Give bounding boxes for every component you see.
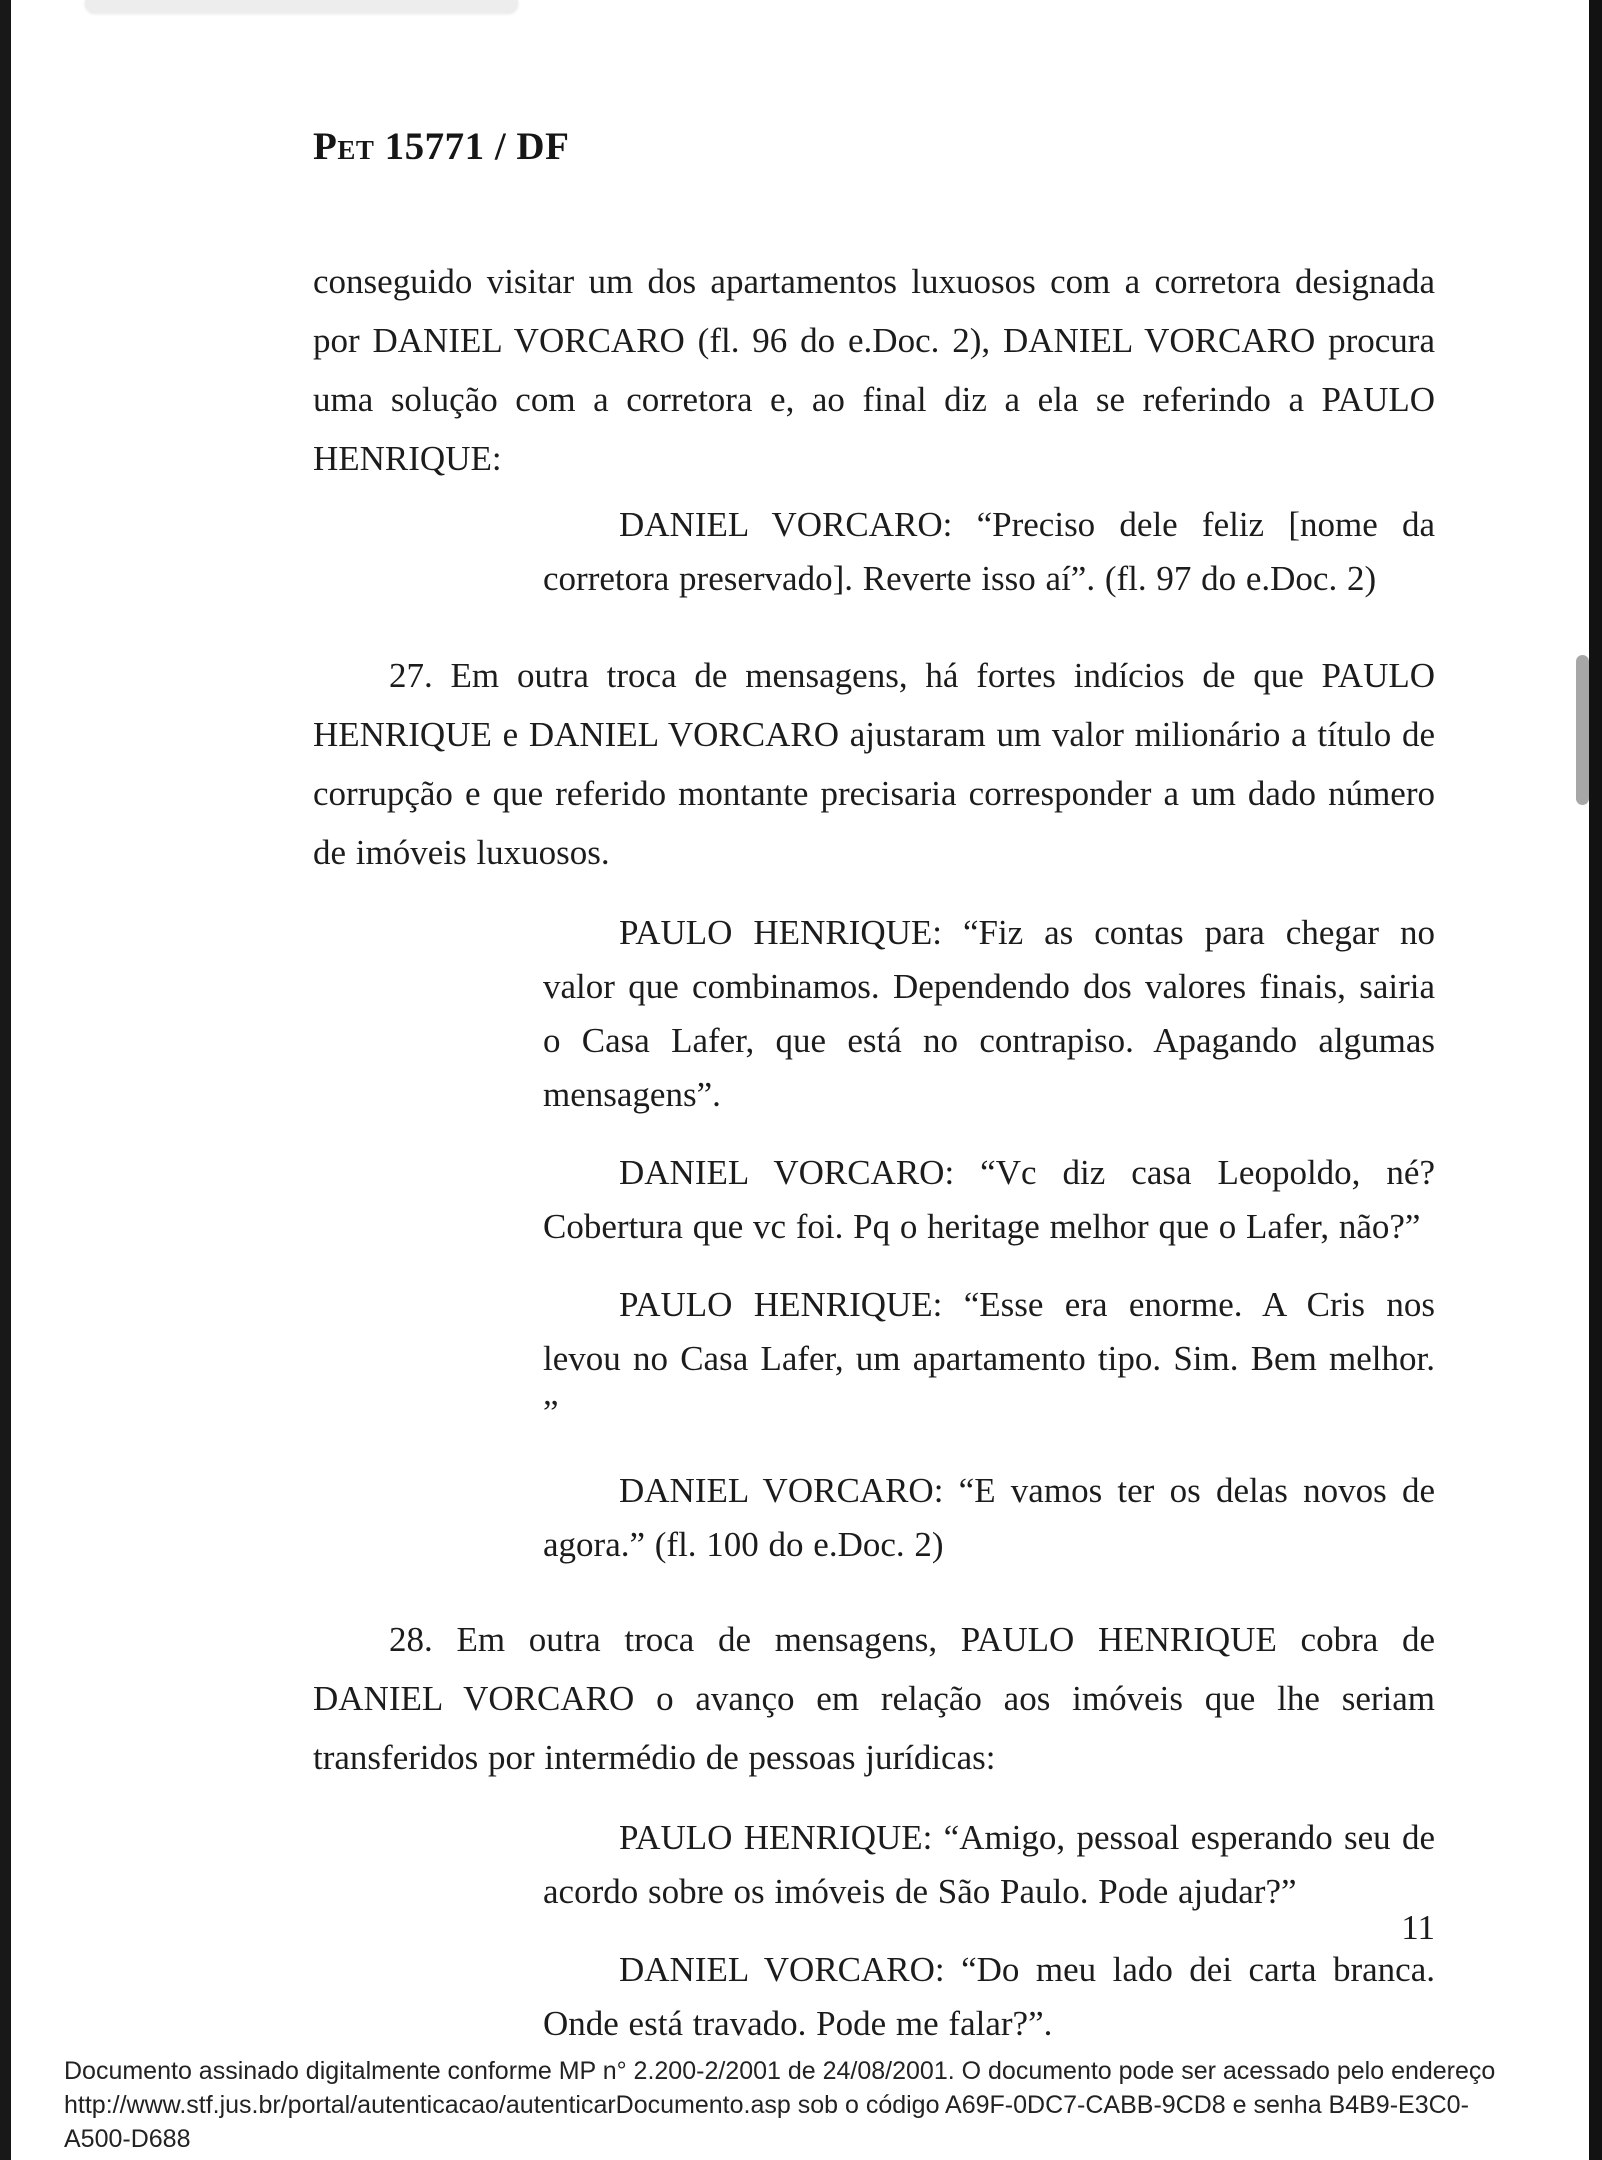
paragraph: conseguido visitar um dos apartamentos luxuosos com a corretora designada por DANIEL VORCARO (fl. 96 do e.Doc. 2), DANIEL VORCARO procura uma solução com a corretora e, ao final diz a ela se referindo a PAULO HENRIQUE: <box>313 262 1435 478</box>
quote-block: DANIEL VORCARO: “E vamos ter os delas novos de agora.” (fl. 100 do e.Doc. 2) <box>543 1471 1435 1564</box>
quote-block: DANIEL VORCARO: “Preciso dele feliz [nome da corretora preservado]. Reverte isso aí”. (fl. 97 do e.Doc. 2) <box>543 505 1435 598</box>
quote-block: PAULO HENRIQUE: “Esse era enorme. A Cris nos levou no Casa Lafer, um apartamento tipo. Sim. Bem melhor. ” <box>543 1285 1435 1432</box>
right-letterbox-bar <box>1589 0 1602 2160</box>
quote-block: PAULO HENRIQUE: “Fiz as contas para chegar no valor que combinamos. Dependendo dos valores finais, sairia o Casa Lafer, que está no contrapiso. Apagando algumas mensagens”. <box>543 913 1435 1114</box>
quote-block: PAULO HENRIQUE: “Amigo, pessoal esperando seu de acordo sobre os imóveis de São Paulo. Pode ajudar?” <box>543 1818 1435 1911</box>
page-number: 11 <box>1401 1908 1435 1947</box>
paragraph: 28. Em outra troca de mensagens, PAULO HENRIQUE cobra de DANIEL VORCARO o avanço em relação aos imóveis que lhe seriam transferidos por intermédio de pessoas jurídicas: <box>313 1620 1435 1777</box>
signature-footer <box>64 2054 1514 2156</box>
paragraph: 27. Em outra troca de mensagens, há fortes indícios de que PAULO HENRIQUE e DANIEL VORCARO ajustaram um valor milionário a título de corrupção e que referido montante precisaria corresponder a um dado número de imóveis luxuosos. <box>313 656 1435 872</box>
document-body <box>313 252 1435 2051</box>
footer-line-2: http://www.stf.jus.br/portal/autenticacao/autenticarDocumento.asp sob o código A69F-0DC7-CABB-9CD8 e senha B4B9-E3C0-A500-D688 <box>64 2091 1469 2153</box>
left-letterbox-bar <box>0 0 11 2160</box>
footer-line-1: Documento assinado digitalmente conforme MP n° 2.200-2/2001 de 24/08/2001. O documento pode ser acessado pelo endereço <box>64 2057 1496 2085</box>
vertical-scrollbar-thumb[interactable] <box>1576 655 1589 805</box>
case-number-heading: Pet 15771 / DF <box>313 125 570 168</box>
quote-block: DANIEL VORCARO: “Vc diz casa Leopoldo, né? Cobertura que vc foi. Pq o heritage melhor que o Lafer, não?” <box>543 1153 1435 1246</box>
floating-toolbar-edge[interactable] <box>85 0 518 13</box>
quote-block: DANIEL VORCARO: “Do meu lado dei carta branca. Onde está travado. Pode me falar?”. <box>543 1950 1435 2043</box>
